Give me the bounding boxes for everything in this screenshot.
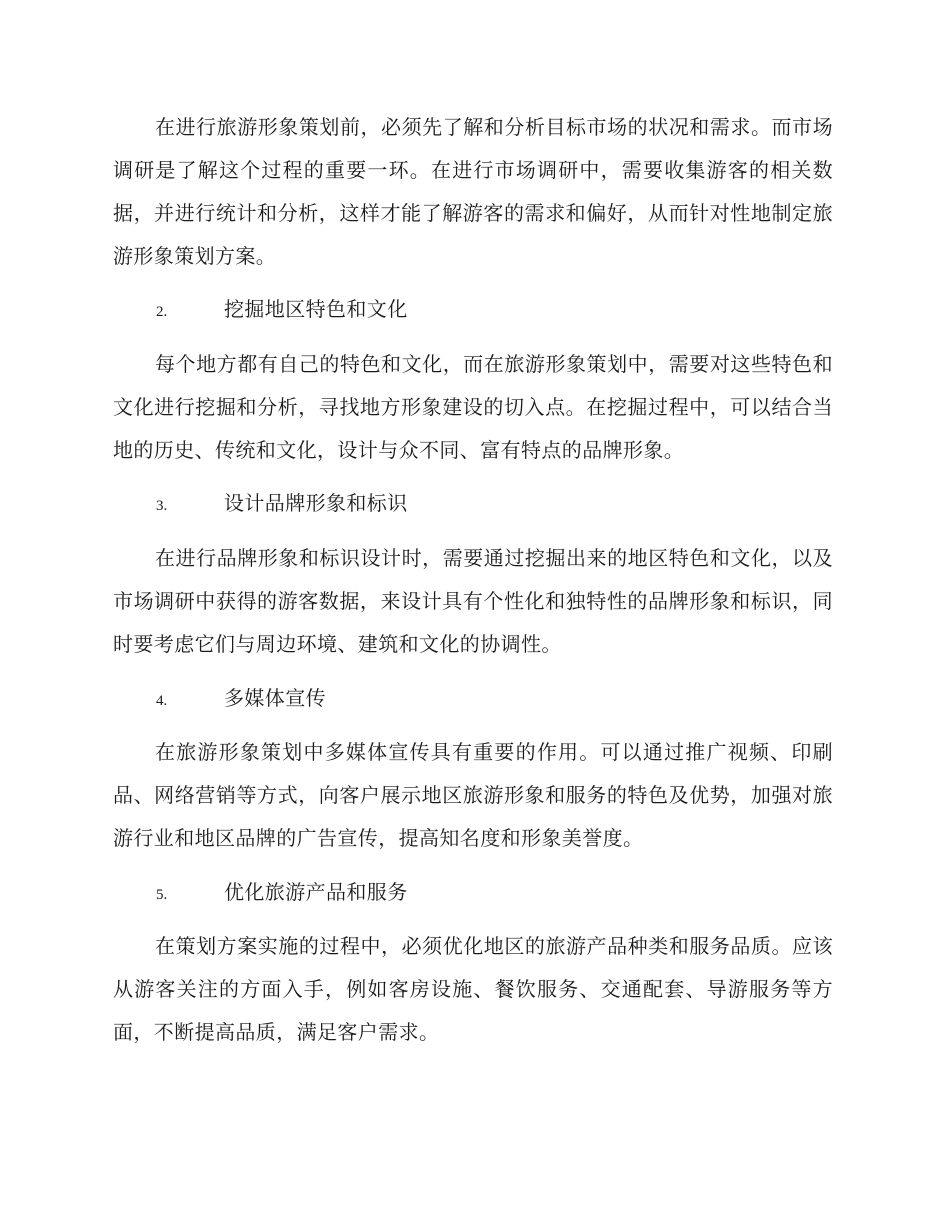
section-heading-5	[156, 877, 408, 907]
section-title: 设计品牌形象和标识	[224, 491, 408, 515]
paragraph-multimedia: 在旅游形象策划中多媒体宣传具有重要的作用。可以通过推广视频、印刷品、网络营销等方式，向客户展示地区旅游形象和服务的特色及优势，加强对旅游行业和地区品牌的广告宣传，提高知名度和形象美誉度。	[113, 740, 833, 850]
paragraph-products-services: 在策划方案实施的过程中，必须优化地区的旅游产品种类和服务品质。应该从游客关注的方面入手，例如客房设施、餐饮服务、交通配套、导游服务等方面，不断提高品质，满足客户需求。	[113, 934, 833, 1044]
paragraph-local-culture: 每个地方都有自己的特色和文化，而在旅游形象策划中，需要对这些特色和文化进行挖掘和分析，寻找地方形象建设的切入点。在挖掘过程中，可以结合当地的历史、传统和文化，设计与众不同、富有特点的品牌形象。	[113, 352, 833, 462]
section-number: 4.	[156, 693, 168, 709]
section-title: 优化旅游产品和服务	[224, 880, 408, 904]
section-heading-3	[156, 488, 408, 518]
section-heading-4	[156, 683, 326, 713]
section-title: 挖掘地区特色和文化	[224, 297, 408, 321]
paragraph-market-research: 在进行旅游形象策划前，必须先了解和分析目标市场的状况和需求。而市场调研是了解这个过程的重要一环。在进行市场调研中，需要收集游客的相关数据，并进行统计和分析，这样才能了解游客的需求和偏好，从而针对性地制定旅游形象策划方案。	[113, 115, 833, 268]
section-title: 多媒体宣传	[224, 686, 326, 710]
section-number: 2.	[156, 304, 168, 320]
paragraph-brand-design: 在进行品牌形象和标识设计时，需要通过挖掘出来的地区特色和文化，以及市场调研中获得的游客数据，来设计具有个性化和独特性的品牌形象和标识，同时要考虑它们与周边环境、建筑和文化的协调性。	[113, 546, 833, 656]
section-number: 5.	[156, 887, 168, 903]
section-number: 3.	[156, 498, 168, 514]
section-heading-2	[156, 294, 408, 324]
